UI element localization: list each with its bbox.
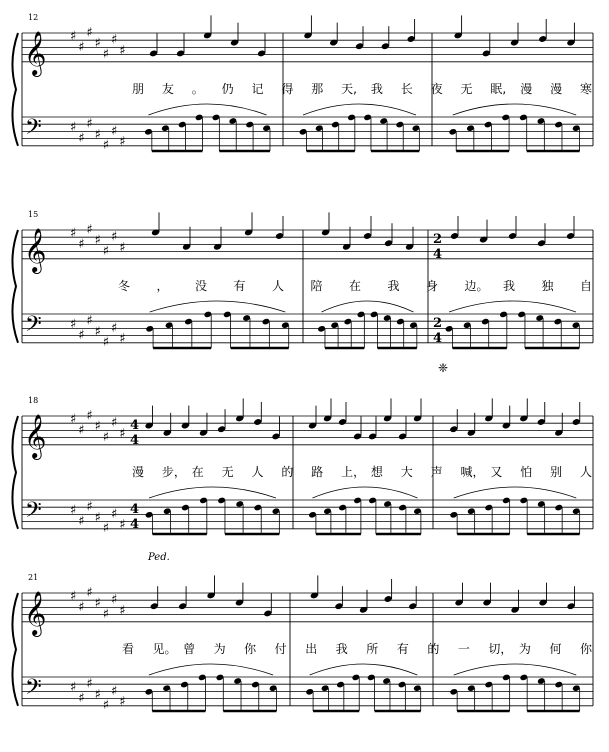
sharp-icon: ♯ xyxy=(119,694,126,710)
sharp-icon: ♯ xyxy=(102,521,110,537)
lyric-syllable: 声 xyxy=(430,465,443,479)
treble-clef-icon: 𝄞 xyxy=(24,591,47,635)
lyric-syllable: 大 xyxy=(400,465,413,479)
lyric-syllable: 为 xyxy=(213,642,226,656)
lyric-syllable: 在 xyxy=(349,279,362,293)
sharp-icon: ♯ xyxy=(78,422,85,438)
system-15 xyxy=(12,210,593,375)
lyric-syllable: 你 xyxy=(580,642,593,656)
lyric-syllable: ， xyxy=(156,279,169,293)
sharp-icon: ♯ xyxy=(70,589,77,604)
sharp-icon: ♯ xyxy=(78,514,85,529)
lyric-syllable: 别 xyxy=(550,465,563,479)
lyric-syllable: 付 xyxy=(274,642,287,656)
bass-clef-icon: 𝄢 xyxy=(25,312,42,342)
measure-number: 18 xyxy=(28,396,39,405)
lyric-syllable: 夜 xyxy=(430,82,443,96)
time-signature-top: 2 xyxy=(433,232,443,247)
sharp-icon: ♯ xyxy=(111,123,118,139)
time-signature-bottom: 4 xyxy=(130,517,140,532)
lyric-syllable: 漫 xyxy=(550,82,563,96)
sharp-icon: ♯ xyxy=(86,408,93,424)
treble-clef-icon: 𝄞 xyxy=(24,31,47,75)
sharp-icon: ♯ xyxy=(94,324,101,340)
lyric-syllable: 边。 xyxy=(464,279,489,293)
pedal-mark: Ped. xyxy=(148,552,170,563)
sharp-icon: ♯ xyxy=(70,412,77,427)
lyric-syllable: 一 xyxy=(457,642,470,656)
sharp-icon: ♯ xyxy=(86,585,93,601)
slur xyxy=(148,104,266,115)
lyric-syllable: 看 xyxy=(122,642,135,656)
lyric-syllable: 无 xyxy=(460,82,473,96)
lyric-syllable: 你 xyxy=(244,642,257,656)
system-12 xyxy=(12,13,593,153)
slur xyxy=(322,301,414,312)
lyric-syllable: 无 xyxy=(221,465,234,479)
sharp-icon: ♯ xyxy=(94,36,101,52)
sharp-icon: ♯ xyxy=(86,116,93,132)
measure-number: 12 xyxy=(28,13,39,22)
lyric-syllable: 友 xyxy=(161,82,174,96)
treble-clef-icon: 𝄞 xyxy=(24,228,47,272)
slur xyxy=(303,104,416,115)
slur xyxy=(453,104,576,115)
sharp-icon: ♯ xyxy=(102,47,110,62)
lyric-syllable: 的 xyxy=(281,465,294,479)
lyric-syllable: 那 xyxy=(311,82,324,96)
sharp-icon: ♯ xyxy=(102,244,110,259)
lyric-syllable: 路 xyxy=(311,465,324,479)
lyric-syllable: 我 xyxy=(370,82,383,96)
slur xyxy=(454,487,577,498)
lyric-syllable: 喊， xyxy=(460,465,485,479)
measure-number: 15 xyxy=(28,210,39,219)
sharp-icon: ♯ xyxy=(102,335,110,351)
sharp-icon: ♯ xyxy=(111,683,118,699)
sharp-icon: ♯ xyxy=(78,131,85,146)
sharp-icon: ♯ xyxy=(94,127,101,143)
lyric-syllable: 人 xyxy=(251,465,264,479)
sharp-icon: ♯ xyxy=(119,517,126,533)
sharp-icon: ♯ xyxy=(78,691,85,706)
sharp-icon: ♯ xyxy=(94,233,101,249)
sharp-icon: ♯ xyxy=(102,138,110,154)
lyric-syllable: 仍 xyxy=(221,82,234,96)
time-signature-bottom: 4 xyxy=(130,433,140,448)
lyric-syllable: 我 xyxy=(387,279,400,293)
lyric-syllable: 冬 xyxy=(118,279,131,293)
lyric-syllable: 上， xyxy=(341,465,366,479)
sharp-icon: ♯ xyxy=(78,599,85,615)
lyric-syllable: 见。 xyxy=(152,642,177,656)
sharp-icon: ♯ xyxy=(70,120,77,136)
sharp-icon: ♯ xyxy=(119,603,126,619)
time-signature-top: 4 xyxy=(130,418,140,433)
sharp-icon: ♯ xyxy=(111,229,118,245)
sharp-icon: ♯ xyxy=(102,607,110,622)
lyric-syllable: 长 xyxy=(400,82,413,96)
treble-clef-icon: 𝄞 xyxy=(24,414,47,458)
sharp-icon: ♯ xyxy=(94,419,101,435)
lyric-syllable: 又 xyxy=(490,465,503,479)
lyric-syllable: 天, xyxy=(341,82,357,96)
lyric-syllable: 的 xyxy=(427,642,440,656)
brace xyxy=(12,230,18,343)
slur xyxy=(449,301,576,312)
lyric-syllable: 有 xyxy=(396,642,409,656)
lyric-syllable: 朋 xyxy=(132,82,145,96)
sharp-icon: ♯ xyxy=(70,317,77,333)
lyric-syllable: 所 xyxy=(366,642,379,656)
slur xyxy=(454,664,577,675)
lyric-syllable: 曾 xyxy=(183,642,196,656)
sharp-icon: ♯ xyxy=(111,320,118,336)
sharp-icon: ♯ xyxy=(70,29,77,44)
lyric-syllable: 寒 xyxy=(580,82,593,96)
lyric-syllable: 。 xyxy=(191,82,204,96)
system-21 xyxy=(12,573,593,713)
bass-clef-icon: 𝄢 xyxy=(25,675,42,705)
lyric-syllable: 我 xyxy=(503,279,516,293)
sharp-icon: ♯ xyxy=(111,415,118,431)
lyric-syllable: 切， xyxy=(488,642,513,656)
sharp-icon: ♯ xyxy=(119,426,126,442)
brace xyxy=(12,593,18,706)
measure-number: 21 xyxy=(28,573,39,582)
lyric-syllable: 我 xyxy=(335,642,348,656)
brace xyxy=(12,416,18,529)
bass-clef-icon: 𝄢 xyxy=(25,498,42,528)
lyric-syllable: 身 xyxy=(426,279,439,293)
brace xyxy=(12,33,18,146)
sharp-icon: ♯ xyxy=(78,236,85,252)
lyric-syllable: 记 xyxy=(251,82,264,96)
lyric-syllable: 漫 xyxy=(132,465,145,479)
lyric-syllable: 得 xyxy=(281,82,294,96)
sharp-icon: ♯ xyxy=(86,313,93,329)
music-systems xyxy=(12,13,593,713)
time-signature-top: 4 xyxy=(130,502,140,517)
sharp-icon: ♯ xyxy=(102,430,110,445)
slur xyxy=(149,664,273,675)
lyric-syllable: 自 xyxy=(580,279,593,293)
lyric-syllable: 人 xyxy=(272,279,285,293)
sharp-icon: ♯ xyxy=(86,25,93,41)
time-signature-bottom: 4 xyxy=(433,331,443,346)
time-signature-top: 2 xyxy=(433,316,443,331)
slur xyxy=(313,487,418,498)
sharp-icon: ♯ xyxy=(86,222,93,238)
lyric-syllable: 出 xyxy=(305,642,318,656)
system-18 xyxy=(12,396,593,563)
sharp-icon: ♯ xyxy=(119,331,126,347)
sharp-icon: ♯ xyxy=(70,226,77,241)
sharp-icon: ♯ xyxy=(94,510,101,526)
bass-clef-icon: 𝄢 xyxy=(25,115,42,145)
sharp-icon: ♯ xyxy=(70,680,77,696)
slur xyxy=(149,487,276,498)
sharp-icon: ♯ xyxy=(94,687,101,703)
lyric-syllable: 在 xyxy=(191,465,204,479)
sharp-icon: ♯ xyxy=(78,328,85,343)
lyric-syllable: 眠, xyxy=(490,82,507,96)
lyric-syllable: 步， xyxy=(161,465,186,479)
sharp-icon: ♯ xyxy=(119,240,126,256)
lyric-syllable: 想 xyxy=(370,465,383,479)
time-signature-bottom: 4 xyxy=(433,247,443,262)
sharp-icon: ♯ xyxy=(111,592,118,608)
lyric-syllable: 有 xyxy=(233,279,246,293)
lyric-syllable: 漫 xyxy=(520,82,533,96)
lyric-syllable: 人 xyxy=(580,465,593,479)
sharp-icon: ♯ xyxy=(119,134,126,150)
slur xyxy=(310,664,418,675)
sharp-icon: ♯ xyxy=(86,676,93,692)
sharp-icon: ♯ xyxy=(78,39,85,55)
lyric-syllable: 为 xyxy=(518,642,531,656)
lyric-syllable: 陪 xyxy=(310,279,323,293)
lyric-syllable: 独 xyxy=(541,279,554,293)
lyric-syllable: 没 xyxy=(195,279,208,293)
lyric-syllable: 怕 xyxy=(520,465,533,479)
sharp-icon: ♯ xyxy=(86,499,93,515)
sharp-icon: ♯ xyxy=(119,43,126,59)
sharp-icon: ♯ xyxy=(94,596,101,612)
lyric-syllable: 何 xyxy=(549,642,562,656)
sharp-icon: ♯ xyxy=(111,32,118,48)
star-mark-icon: ❈ xyxy=(438,361,449,375)
sharp-icon: ♯ xyxy=(102,698,110,714)
sharp-icon: ♯ xyxy=(70,503,77,519)
sharp-icon: ♯ xyxy=(111,506,118,522)
slur xyxy=(150,301,286,312)
